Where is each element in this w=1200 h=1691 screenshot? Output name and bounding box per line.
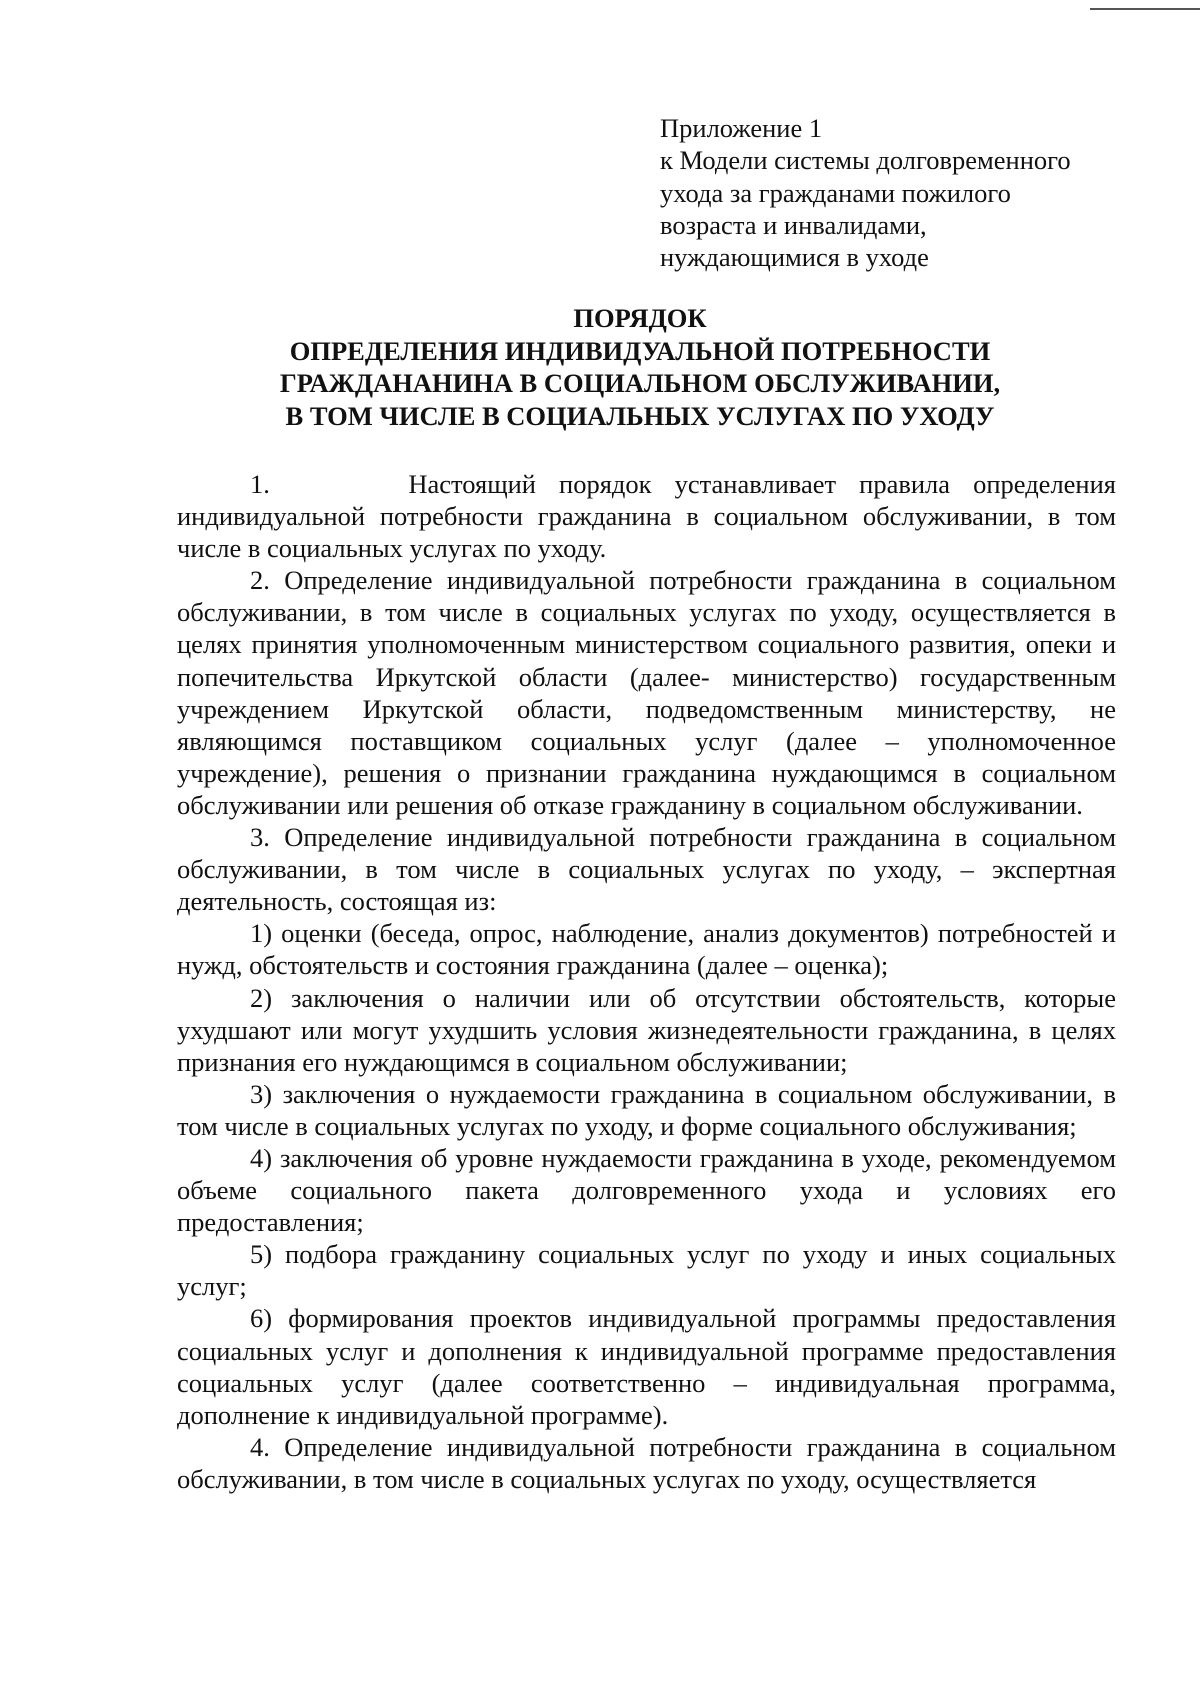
appendix-line: Приложение 1	[660, 113, 823, 143]
document-body	[177, 468, 1116, 1495]
appendix-line: возраста и инвалидами,	[660, 209, 927, 240]
title-line: ПОРЯДОК	[573, 303, 707, 333]
paragraph: 1. Настоящий порядок устанавливает правила определения индивидуальной потребности гражданина в социальном обслуживании, в том числе в социальных услугах по уходу.	[177, 469, 1116, 564]
appendix-note	[660, 112, 1160, 273]
scan-artifact-line	[1090, 8, 1200, 10]
paragraph: 2) заключения о наличии или об отсутствии обстоятельств, которые ухудшают или могут ухудшить условия жизнедеятельности гражданина, в целях признания его нуждающимся в социальном обслуживании;	[177, 982, 1116, 1077]
paragraph: 2. Определение индивидуальной потребности гражданина в социальном обслуживании, в том числе в социальных услугах по уходу, осуществляется в целях принятия уполномоченным министерством социального развития, опеки и попечительства Иркутской области (далее- министерство) государственным учреждением Иркутской области, подведомственным министерству, не являющимся поставщиком социальных услуг (далее – уполномоченное учреждение), решения о признании гражданина нуждающимся в социальном обслуживании или решения об отказе гражданину в социальном обслуживании.	[177, 565, 1116, 820]
paragraph: 6) формирования проектов индивидуальной программы предоставления социальных услуг и дополнения к индивидуальной программе предоставления социальных услуг (далее соответственно – индивидуальная программа, дополнение к индивидуальной программе).	[177, 1303, 1116, 1430]
title-line: ОПРЕДЕЛЕНИЯ ИНДИВИДУАЛЬНОЙ ПОТРЕБНОСТИ	[289, 335, 991, 366]
paragraph: 4) заключения об уровне нуждаемости гражданина в уходе, рекомендуемом объеме социального пакета долговременного ухода и условиях его предоставления;	[177, 1142, 1116, 1238]
title-line: В ТОМ ЧИСЛЕ В СОЦИАЛЬНЫХ УСЛУГАХ ПО УХОДУ	[285, 400, 995, 431]
paragraph: 5) подбора гражданину социальных услуг по уходу и иных социальных услуг;	[177, 1239, 1116, 1302]
document-title	[180, 302, 1100, 432]
paragraph: 1) оценки (беседа, опрос, наблюдение, анализ документов) потребностей и нужд, обстоятельств и состояния гражданина (далее – оценка);	[177, 918, 1116, 981]
paragraph: 4. Определение индивидуальной потребности гражданина в социальном обслуживании, в том числе в социальных услугах по уходу, осуществляется	[177, 1431, 1116, 1494]
appendix-line: к Модели системы долговременного	[660, 145, 1071, 176]
paragraph: 3. Определение индивидуальной потребности гражданина в социальном обслуживании, в том числе в социальных услугах по уходу, – экспертная деятельность, состоящая из:	[177, 822, 1116, 917]
appendix-line: нуждающимися в уходе	[660, 242, 929, 273]
appendix-line: ухода за гражданами пожилого	[660, 177, 1011, 208]
paragraph: 3) заключения о нуждаемости гражданина в социальном обслуживании, в том числе в социальных услугах по уходу, и форме социального обслуживания;	[177, 1078, 1116, 1141]
title-line: ГРАЖДАНАНИНА В СОЦИАЛЬНОМ ОБСЛУЖИВАНИИ,	[279, 368, 1001, 398]
